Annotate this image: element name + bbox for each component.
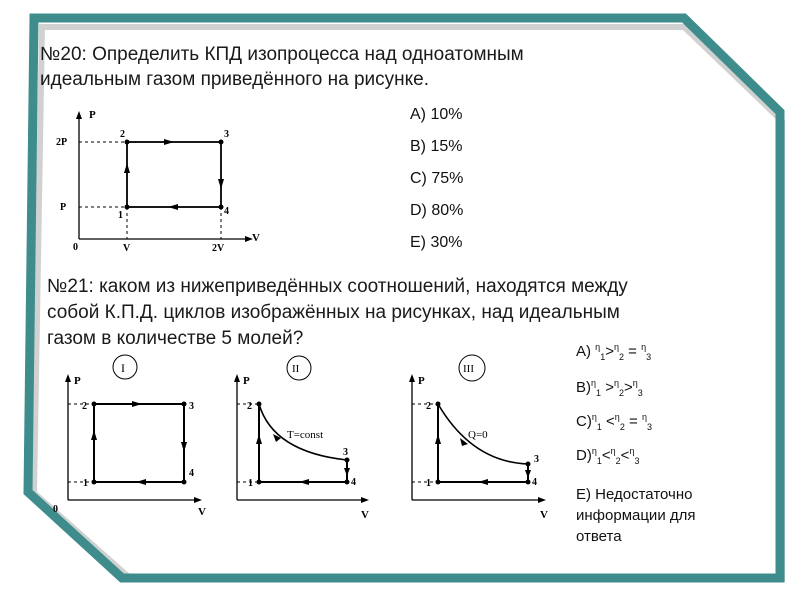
q21-graph-3 xyxy=(402,352,562,522)
q20-point-4: 4 xyxy=(224,206,229,217)
q20-answer-b[interactable]: В) 15% xyxy=(410,138,463,155)
q20-tick-v: V xyxy=(123,243,131,254)
q20-answer-d[interactable]: D) 80% xyxy=(410,202,464,219)
q21-graph-1-point-2: 2 xyxy=(82,401,87,412)
q20-axis-p-label: P xyxy=(89,109,96,121)
q21-graph-2-axis-v: V xyxy=(361,509,369,521)
q21-graph-3-curve-label: Q=0 xyxy=(468,429,488,441)
q21-graph-1-axis-v: V xyxy=(198,506,206,518)
q20-tick-2v: 2V xyxy=(212,243,225,254)
q21-graph-1-axis-p: P xyxy=(74,375,81,387)
question-21-answers xyxy=(576,336,766,551)
q21-graph-2-axis-p: P xyxy=(243,375,250,387)
q20-tick-2p: 2P xyxy=(56,137,68,148)
q21-graph-3-point-2: 2 xyxy=(426,401,431,412)
q21-graph-2-roman: II xyxy=(292,363,300,375)
q21-graph-3-roman: III xyxy=(463,363,474,375)
q21-answer-b[interactable]: В)$^\eta_1$ >$^\eta_2$>$^\eta_3$ xyxy=(576,378,643,398)
q21-answer-a[interactable]: А) $^\eta_1$>$^\eta_2$ = $^\eta_3$ xyxy=(576,342,652,362)
q20-point-1: 1 xyxy=(118,210,123,221)
q20-origin-label: 0 xyxy=(73,242,78,253)
q21-graph-1-roman: I xyxy=(121,361,125,375)
question-21-title-line3: газом в количестве 5 молей? xyxy=(47,328,304,349)
q20-axis-v-label: V xyxy=(252,232,260,244)
question-21-title-line2: собой К.П.Д. циклов изображённых на рисунках, над идеальным xyxy=(47,302,620,323)
q20-answer-c[interactable]: С) 75% xyxy=(410,170,464,187)
q21-answer-c[interactable]: С)$^\eta_1$ <$^\eta_2$ = $^\eta_3$ xyxy=(576,412,652,432)
q21-graph-3-point-4: 4 xyxy=(532,477,537,488)
q21-graph-3-point-1: 1 xyxy=(426,478,431,489)
question-21-title-line1: №21: каком из нижеприведённых соотношений, находятся между xyxy=(47,276,628,297)
q21-graph-1 xyxy=(48,352,218,522)
q21-graph-2-point-4: 4 xyxy=(351,477,356,488)
q20-answer-e[interactable]: Е) 30% xyxy=(410,234,463,251)
question-21-title xyxy=(47,274,628,352)
q20-answer-a[interactable]: А) 10% xyxy=(410,106,463,123)
q21-graph-1-point-1: 1 xyxy=(83,478,88,489)
q21-graph-2 xyxy=(225,352,395,522)
q21-graph-3-axis-v: V xyxy=(540,509,548,521)
q21-graph-2-point-1: 1 xyxy=(248,478,253,489)
q20-point-2: 2 xyxy=(120,129,125,140)
q20-tick-p: P xyxy=(60,202,67,213)
q21-graph-1-point-3: 3 xyxy=(189,401,194,412)
question-20-answers xyxy=(410,106,463,266)
q21-answer-d[interactable]: D)$^\eta_1$<$^\eta_2$<$^\eta_3$ xyxy=(576,446,640,466)
question-20-title-line2: идеальным газом приведённого на рисунке. xyxy=(40,69,430,90)
question-20-title xyxy=(40,42,524,92)
q20-point-3: 3 xyxy=(224,129,229,140)
q21-graph-3-point-3: 3 xyxy=(534,454,539,465)
question-20-pv-diagram xyxy=(52,105,277,255)
q21-graph-1-point-4: 4 xyxy=(189,468,194,479)
q21-graph-3-axis-p: P xyxy=(418,375,425,387)
q21-graph-2-point-2: 2 xyxy=(247,401,252,412)
q21-graph-1-origin: 0 xyxy=(53,504,58,515)
q21-graph-2-point-3: 3 xyxy=(343,447,348,458)
q21-answer-e[interactable]: Е) Недостаточно информации для ответа xyxy=(576,486,696,545)
q21-graph-2-curve-label: T=const xyxy=(287,429,324,441)
question-20-title-line1: №20: Определить КПД изопроцесса над одноатомным xyxy=(40,44,524,65)
